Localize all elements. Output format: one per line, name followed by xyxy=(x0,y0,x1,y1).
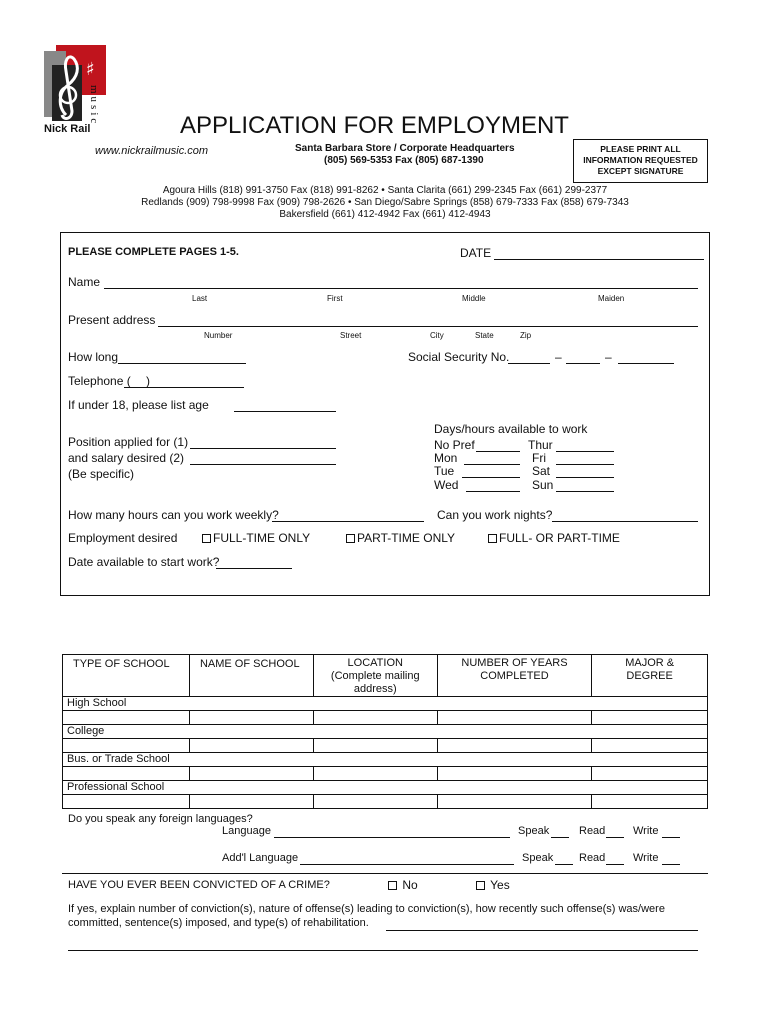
locations-line-2: Redlands (909) 798-9998 Fax (909) 798-2626 • San Diego/Sabre Springs (858) 679-7333 Fax (858) 679-7343 xyxy=(141,197,629,208)
name-sub-first: First xyxy=(327,294,343,303)
ssn-label: Social Security No. xyxy=(408,350,510,364)
ssn-field-3[interactable] xyxy=(618,353,674,364)
addl-speak-label: Speak xyxy=(522,852,554,864)
row-label-high-school: High School xyxy=(63,697,708,711)
day-field-tue[interactable] xyxy=(462,467,520,478)
table-row[interactable] xyxy=(63,739,708,753)
website: www.nickrailmusic.com xyxy=(95,145,209,157)
language-label: Language xyxy=(222,825,271,837)
telephone-field[interactable] xyxy=(124,377,244,388)
address-sub-street: Street xyxy=(340,331,362,340)
crime-explain-field-1[interactable] xyxy=(386,920,698,931)
full-time-checkbox[interactable] xyxy=(202,534,211,543)
header-years-completed: NUMBER OF YEARS COMPLETED xyxy=(437,655,592,697)
address-sub-number: Number xyxy=(204,331,233,340)
page-title: APPLICATION FOR EMPLOYMENT xyxy=(180,112,569,139)
language-speak-field[interactable] xyxy=(551,827,569,838)
notice-line-1: PLEASE PRINT ALL xyxy=(600,144,681,154)
full-or-part-label: FULL- OR PART-TIME xyxy=(499,531,620,545)
language-write-field[interactable] xyxy=(662,827,680,838)
hours-weekly-label: How many hours can you work weekly? xyxy=(68,508,279,522)
day-label-sun: Sun xyxy=(532,478,554,492)
addl-write-field[interactable] xyxy=(662,854,680,865)
header-type-of-school: TYPE OF SCHOOL xyxy=(63,655,190,697)
name-sub-middle: Middle xyxy=(462,294,486,303)
address-sub-zip: Zip xyxy=(520,331,532,340)
age-field[interactable] xyxy=(234,401,336,412)
employment-desired-label: Employment desired xyxy=(68,531,178,545)
nights-label: Can you work nights? xyxy=(437,508,553,522)
day-label-sat: Sat xyxy=(532,464,551,478)
day-field-mon[interactable] xyxy=(464,454,520,465)
full-time-option[interactable] xyxy=(202,531,310,545)
day-field-fri[interactable] xyxy=(556,454,614,465)
address-sub-state: State xyxy=(475,331,494,340)
table-row xyxy=(63,725,708,739)
education-table xyxy=(62,654,708,809)
full-or-part-option[interactable] xyxy=(488,531,620,545)
position-field[interactable] xyxy=(190,438,336,449)
table-row[interactable] xyxy=(63,711,708,725)
print-notice-box xyxy=(573,139,708,183)
address-label: Present address xyxy=(68,313,156,327)
header-location: LOCATION (Complete mailing address) xyxy=(313,655,437,697)
addl-read-field[interactable] xyxy=(606,854,624,865)
day-label-thur: Thur xyxy=(528,438,553,452)
crime-yes-option[interactable] xyxy=(476,878,510,892)
addl-language-label: Add'l Language xyxy=(222,852,299,864)
under-18-label: If under 18, please list age xyxy=(68,398,209,412)
locations-line-3: Bakersfield (661) 412-4942 Fax (661) 412-4943 xyxy=(279,209,491,220)
start-date-field[interactable] xyxy=(216,558,292,569)
day-label-fri: Fri xyxy=(532,451,546,465)
table-row xyxy=(63,753,708,767)
brand-side-text: music xyxy=(88,85,100,127)
position-label: Position applied for (1) xyxy=(68,435,189,449)
full-or-part-checkbox[interactable] xyxy=(488,534,497,543)
row-label-professional-school: Professional School xyxy=(63,781,708,795)
header-major-degree: MAJOR & DEGREE xyxy=(592,655,708,697)
notice-line-3: EXCEPT SIGNATURE xyxy=(597,166,684,176)
full-time-label: FULL-TIME ONLY xyxy=(213,531,311,545)
crime-no-option[interactable] xyxy=(388,878,418,892)
table-row[interactable] xyxy=(63,767,708,781)
name-field[interactable] xyxy=(104,278,698,289)
day-label-tue: Tue xyxy=(434,464,455,478)
crime-explain-field-2[interactable] xyxy=(68,940,698,951)
addl-read-label: Read xyxy=(579,852,606,864)
how-long-label: How long xyxy=(68,350,119,364)
ssn-dash-1: – xyxy=(555,350,562,364)
table-row[interactable] xyxy=(63,795,708,809)
languages-question: Do you speak any foreign languages? xyxy=(68,813,253,825)
crime-no-checkbox[interactable] xyxy=(388,881,397,890)
crime-yes-checkbox[interactable] xyxy=(476,881,485,890)
crime-explain-line-2: committed, sentence(s) imposed, and type(s) of rehabilitation. xyxy=(68,917,369,929)
ssn-field-1[interactable] xyxy=(508,353,550,364)
header-name-of-school: NAME OF SCHOOL xyxy=(189,655,313,697)
name-sub-maiden: Maiden xyxy=(598,294,625,303)
notice-line-2: INFORMATION REQUESTED xyxy=(583,155,698,165)
nights-field[interactable] xyxy=(552,511,698,522)
table-row xyxy=(63,781,708,795)
ssn-field-2[interactable] xyxy=(566,353,600,364)
salary-field[interactable] xyxy=(190,454,336,465)
addl-write-label: Write xyxy=(633,852,659,864)
hours-weekly-field[interactable] xyxy=(272,511,424,522)
day-label-wed: Wed xyxy=(434,478,459,492)
row-label-college: College xyxy=(63,725,708,739)
table-row xyxy=(63,697,708,711)
day-label-no-pref: No Pref xyxy=(434,438,475,452)
how-long-field[interactable] xyxy=(118,353,246,364)
be-specific: (Be specific) xyxy=(68,467,135,481)
instructions: PLEASE COMPLETE PAGES 1-5. xyxy=(68,246,239,258)
table-header-row xyxy=(63,655,708,697)
telephone-paren: ) xyxy=(146,374,150,388)
language-field[interactable] xyxy=(274,827,510,838)
day-field-sun[interactable] xyxy=(556,481,614,492)
day-field-sat[interactable] xyxy=(556,467,614,478)
logo xyxy=(42,45,122,137)
crime-yes-label: Yes xyxy=(490,878,510,892)
day-label-mon: Mon xyxy=(434,451,458,465)
days-hours-label: Days/hours available to work xyxy=(434,422,588,436)
name-sub-last: Last xyxy=(192,294,208,303)
crime-explain-line-1: If yes, explain number of conviction(s), nature of offense(s) leading to conviction(s), how recently such offense(s) was/were xyxy=(68,903,665,915)
salary-label: and salary desired (2) xyxy=(68,451,185,465)
addl-speak-field[interactable] xyxy=(555,854,573,865)
crime-no-label: No xyxy=(402,878,418,892)
start-date-label: Date available to start work? xyxy=(68,555,220,569)
part-time-label: PART-TIME ONLY xyxy=(357,531,456,545)
date-label: DATE xyxy=(460,246,492,260)
addl-language-field[interactable] xyxy=(300,854,514,865)
locations-line-1: Agoura Hills (818) 991-3750 Fax (818) 991-8262 • Santa Clarita (661) 299-2345 Fax (661) 299-2377 xyxy=(162,185,608,196)
language-speak-label: Speak xyxy=(518,825,550,837)
telephone-label: Telephone ( xyxy=(68,374,131,388)
address-sub-city: City xyxy=(430,331,444,340)
row-label-trade-school: Bus. or Trade School xyxy=(63,753,708,767)
crime-divider xyxy=(62,873,708,874)
name-label: Name xyxy=(68,275,101,289)
language-read-field[interactable] xyxy=(606,827,624,838)
crime-question: HAVE YOU EVER BEEN CONVICTED OF A CRIME? xyxy=(68,879,330,891)
hq-line-2: (805) 569-5353 Fax (805) 687-1390 xyxy=(324,155,484,166)
address-field[interactable] xyxy=(158,316,698,327)
day-field-thur[interactable] xyxy=(556,441,614,452)
ssn-dash-2: – xyxy=(605,350,612,364)
day-field-no-pref[interactable] xyxy=(476,441,520,452)
part-time-checkbox[interactable] xyxy=(346,534,355,543)
language-read-label: Read xyxy=(579,825,606,837)
day-field-wed[interactable] xyxy=(466,481,520,492)
brand-name: Nick Rail xyxy=(44,123,91,135)
hq-line-1: Santa Barbara Store / Corporate Headquarters xyxy=(295,143,515,154)
language-write-label: Write xyxy=(633,825,659,837)
svg-text:♯: ♯ xyxy=(86,59,95,80)
part-time-option[interactable] xyxy=(346,531,455,545)
date-field[interactable] xyxy=(494,249,704,260)
